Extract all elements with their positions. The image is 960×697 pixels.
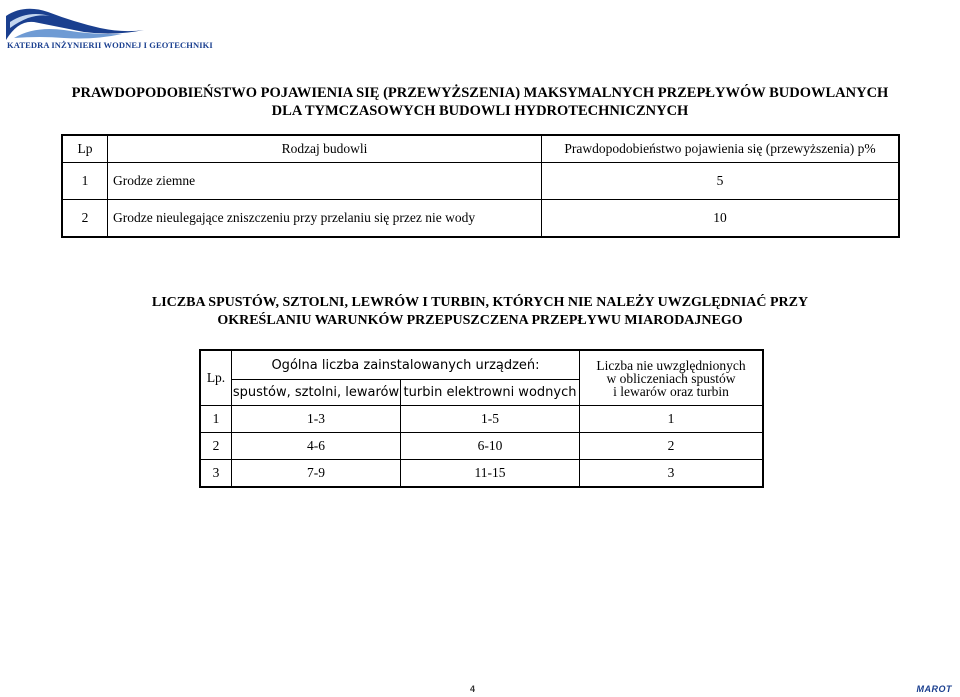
department-logo [4, 2, 213, 50]
cell-outlets: 1-3 [232, 406, 401, 433]
brand-mark: MAROT [916, 684, 952, 694]
cell-lp: 1 [200, 406, 232, 433]
table-row [200, 406, 763, 433]
outlets-table [199, 349, 764, 488]
logo-text: KATEDRA INŻYNIERII WODNEJ I GEOTECHNIKI [7, 40, 213, 50]
header-structure-type: Rodzaj budowli [108, 135, 542, 163]
header-not-included [580, 350, 764, 406]
section1-title-line1: PRAWDOPODOBIEŃSTWO POJAWIENIA SIĘ (PRZEWYŻSZENIA) MAKSYMALNYCH PRZEPŁYWÓW BUDOWLANYCH [71, 85, 889, 101]
section1-title [0, 84, 960, 120]
cell-not-included: 1 [580, 406, 764, 433]
cell-turbines: 1-5 [401, 406, 580, 433]
cell-structure-type: Grodze ziemne [108, 163, 542, 200]
table-row [200, 460, 763, 488]
cell-outlets: 4-6 [232, 433, 401, 460]
header-lp: Lp [62, 135, 108, 163]
wave-logo-icon [4, 2, 194, 42]
header-lp: Lp. [200, 350, 232, 406]
table-header-row [200, 350, 763, 380]
cell-lp: 1 [62, 163, 108, 200]
header-outlets: spustów, sztolni, lewarów [232, 380, 401, 406]
header-not-included-line3: i lewarów oraz turbin [613, 383, 729, 399]
cell-lp: 2 [62, 200, 108, 238]
table-row [200, 433, 763, 460]
section1-title-line2: DLA TYMCZASOWYCH BUDOWLI HYDROTECHNICZNYCH [271, 103, 689, 119]
section2-title-line2: OKREŚLANIU WARUNKÓW PRZEPUSZCZENA PRZEPŁYWU MIARODAJNEGO [217, 313, 743, 328]
cell-outlets: 7-9 [232, 460, 401, 488]
cell-probability: 10 [542, 200, 900, 238]
cell-turbines: 11-15 [401, 460, 580, 488]
cell-probability: 5 [542, 163, 900, 200]
cell-lp: 2 [200, 433, 232, 460]
cell-turbines: 6-10 [401, 433, 580, 460]
header-not-included-line2: w obliczeniach spustów [606, 370, 736, 386]
cell-not-included: 3 [580, 460, 764, 488]
table-header-row [62, 135, 899, 163]
header-turbines: turbin elektrowni wodnych [401, 380, 580, 406]
section2-title-line1: LICZBA SPUSTÓW, SZTOLNI, LEWRÓW I TURBIN, KTÓRYCH NIE NALEŻY UWZGLĘDNIAĆ PRZY [151, 295, 809, 310]
probability-table [61, 134, 900, 238]
header-not-included-line1: Liczba nie uwzględnionych [596, 357, 746, 373]
header-installed-devices: Ogólna liczba zainstalowanych urządzeń: [232, 350, 580, 380]
header-probability: Prawdopodobieństwo pojawienia się (przewyższenia) p% [542, 135, 900, 163]
cell-structure-type: Grodze nieulegające zniszczeniu przy przelaniu się przez nie wody [108, 200, 542, 238]
table-row [62, 163, 899, 200]
section2-title [0, 294, 960, 330]
table-row [62, 200, 899, 238]
cell-lp: 3 [200, 460, 232, 488]
page-number: 4 [470, 684, 476, 694]
cell-not-included: 2 [580, 433, 764, 460]
